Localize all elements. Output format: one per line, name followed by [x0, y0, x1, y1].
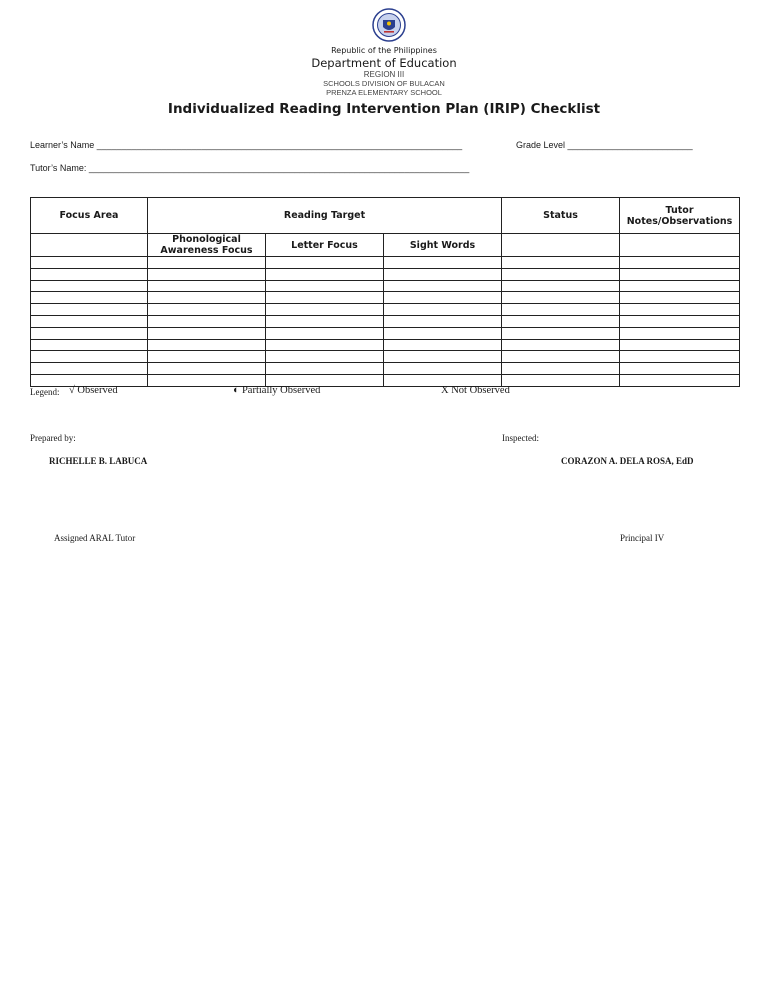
tutor-name-field: Tutor’s Name: ____________________________________________________________________________: [30, 163, 470, 173]
table-cell: [31, 327, 148, 339]
division-text: SCHOOLS DIVISION OF BULACAN: [323, 79, 445, 88]
learner-name-field: Learner’s Name _________________________________________________________________________: [30, 140, 463, 150]
table-cell: [148, 351, 266, 363]
table-row: [31, 374, 740, 386]
sight-words-header: Sight Words: [384, 234, 502, 257]
legend-partially-observed: ◐ Partially Observed: [233, 385, 321, 396]
table-cell: [502, 304, 620, 316]
table-cell: [384, 315, 502, 327]
table-row: [31, 339, 740, 351]
table-cell: [148, 280, 266, 292]
table-cell: [384, 363, 502, 375]
preparer-name: RICHELLE B. LABUCA: [49, 456, 148, 466]
table-cell: [502, 374, 620, 386]
table-cell: [148, 292, 266, 304]
table-cell: [266, 292, 384, 304]
table-cell: [502, 339, 620, 351]
table-body: [31, 198, 740, 387]
table-cell: [148, 268, 266, 280]
grade-level-field: Grade Level _________________________: [516, 140, 693, 150]
table-cell: [31, 292, 148, 304]
table-cell: [620, 257, 740, 269]
table-cell: [502, 351, 620, 363]
republic-text: Republic of the Philippines: [331, 46, 437, 55]
table-cell: [148, 315, 266, 327]
table-cell: [620, 339, 740, 351]
table-cell: [502, 327, 620, 339]
irip-checklist-table: [30, 197, 740, 387]
legend-observed: √ Observed: [69, 385, 118, 396]
table-cell: [148, 257, 266, 269]
table-cell: [31, 280, 148, 292]
table-row: [31, 351, 740, 363]
reading-target-header: Reading Target: [148, 198, 502, 234]
department-text: Department of Education: [311, 56, 457, 70]
table-cell: [31, 315, 148, 327]
table-cell: [502, 292, 620, 304]
table-cell: [502, 363, 620, 375]
table-cell: [148, 304, 266, 316]
table-row: [31, 292, 740, 304]
phonological-awareness-header: Phonological Awareness Focus: [148, 234, 266, 257]
table-cell: [31, 268, 148, 280]
deped-seal-logo: [372, 8, 406, 42]
table-cell: [31, 363, 148, 375]
table-cell: [502, 268, 620, 280]
school-text: PRENZA ELEMENTARY SCHOOL: [326, 88, 442, 97]
legend-not-observed: X Not Observed: [441, 385, 510, 396]
region-text: REGION III: [363, 70, 405, 79]
table-cell: [620, 268, 740, 280]
table-cell: [266, 351, 384, 363]
table-cell: [31, 257, 148, 269]
table-cell: [384, 268, 502, 280]
table-cell: [148, 363, 266, 375]
table-cell: [502, 315, 620, 327]
prepared-by-label: Prepared by:: [30, 433, 76, 443]
table-row: [31, 315, 740, 327]
inspected-label: Inspected:: [502, 433, 539, 443]
table-cell: [266, 363, 384, 375]
table-cell: [31, 339, 148, 351]
table-cell: [620, 327, 740, 339]
table-cell: [266, 268, 384, 280]
table-cell: [620, 315, 740, 327]
table-cell: [266, 327, 384, 339]
tutor-notes-subcell: [620, 234, 740, 257]
inspector-role: Principal IV: [620, 533, 665, 543]
document-title: Individualized Reading Intervention Plan (IRIP) Checklist: [167, 101, 601, 117]
table-cell: [266, 257, 384, 269]
table-cell: [148, 339, 266, 351]
inspector-name: CORAZON A. DELA ROSA, EdD: [561, 456, 694, 466]
table-cell: [384, 257, 502, 269]
table-cell: [384, 280, 502, 292]
table-cell: [31, 304, 148, 316]
table-cell: [266, 304, 384, 316]
table-cell: [148, 327, 266, 339]
table-cell: [620, 304, 740, 316]
table-cell: [266, 280, 384, 292]
table-row: [31, 280, 740, 292]
status-subcell: [502, 234, 620, 257]
table-cell: [266, 339, 384, 351]
tutor-notes-header: Tutor Notes/Observations: [620, 198, 740, 234]
focus-area-subcell: [31, 234, 148, 257]
table-row: [31, 257, 740, 269]
table-row: [31, 327, 740, 339]
table-cell: [502, 280, 620, 292]
table-subheader-row: [31, 234, 740, 257]
table-cell: [266, 315, 384, 327]
table-cell: [384, 327, 502, 339]
preparer-role: Assigned ARAL Tutor: [54, 533, 136, 543]
letter-focus-header: Letter Focus: [266, 234, 384, 257]
focus-area-header: Focus Area: [31, 198, 148, 234]
table-cell: [620, 292, 740, 304]
table-row: [31, 268, 740, 280]
table-row: [31, 363, 740, 375]
table-cell: [620, 280, 740, 292]
table-cell: [620, 351, 740, 363]
table-row: [31, 304, 740, 316]
status-header: Status: [502, 198, 620, 234]
table-cell: [620, 363, 740, 375]
legend-label: Legend:: [30, 387, 60, 397]
table-cell: [502, 257, 620, 269]
table-cell: [31, 351, 148, 363]
table-header-row: [31, 198, 740, 234]
table-cell: [384, 339, 502, 351]
table-cell: [384, 292, 502, 304]
table-cell: [384, 351, 502, 363]
table-cell: [620, 374, 740, 386]
table-cell: [384, 304, 502, 316]
